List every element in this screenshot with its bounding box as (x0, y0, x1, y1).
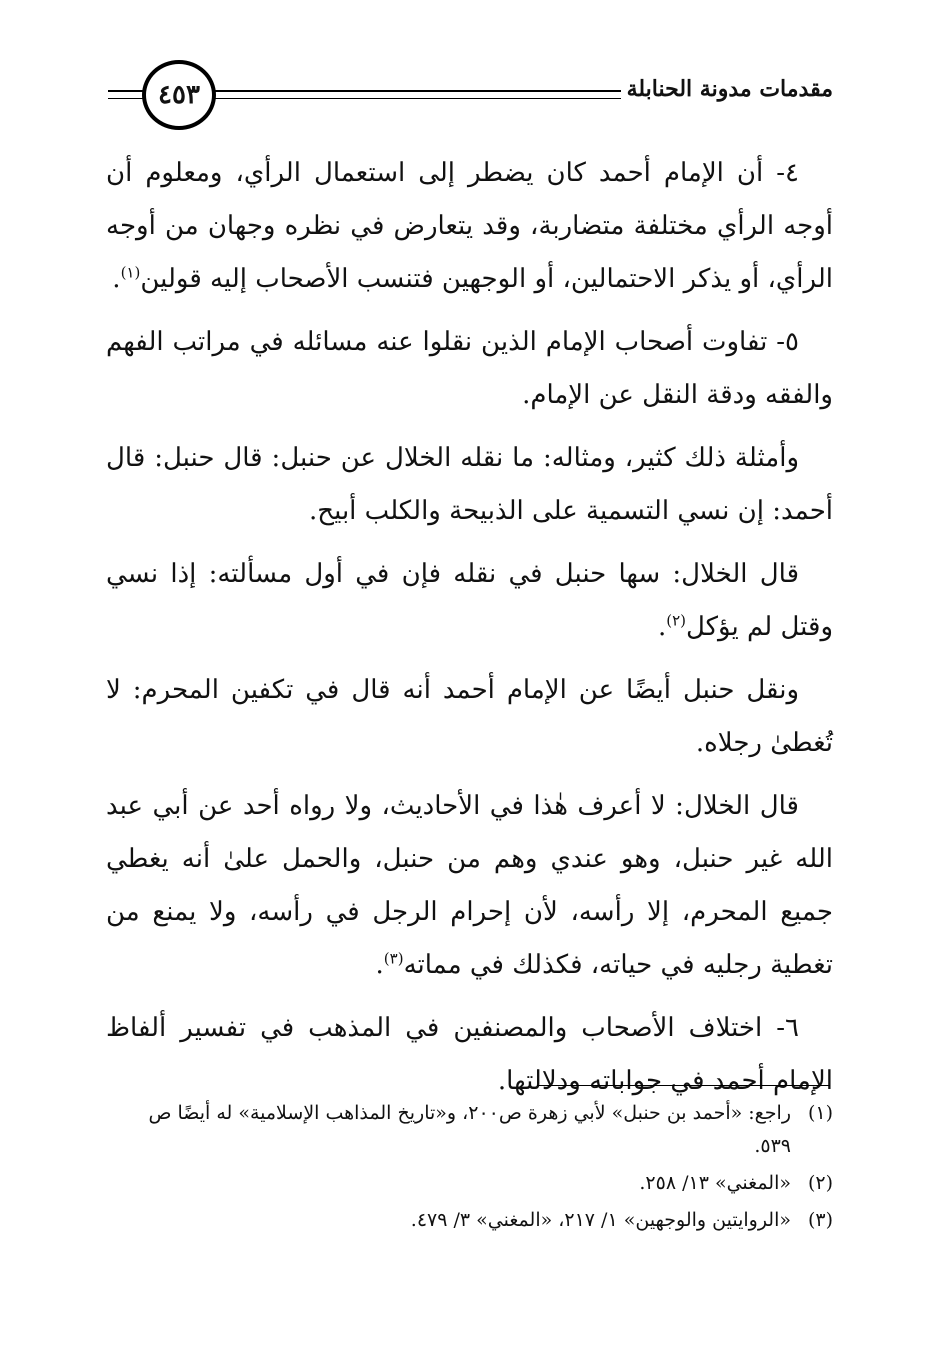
paragraph-text: ونقل حنبل أيضًا عن الإمام أحمد أنه قال في تكفين المحرم: لا تُغطىٰ رجلاه. (106, 675, 833, 758)
paragraph (106, 664, 833, 770)
footnote-separator (537, 1085, 830, 1086)
footnote-number: (٣) (807, 1209, 833, 1231)
footnote (106, 1097, 833, 1163)
main-text (106, 147, 833, 1118)
paragraph (106, 548, 833, 654)
paragraph-text: ٤- أن الإمام أحمد كان يضطر إلى استعمال الرأي، ومعلوم أن أوجه الرأي مختلفة متضاربة، وقد يتعارض في نظره وجهان من أوجه الرأي، أو يذكر الاحتمالين، أو الوجهين فتنسب الأصحاب إليه قولين (106, 158, 833, 294)
footnote-number: (٢) (807, 1172, 833, 1194)
paragraph (106, 780, 833, 992)
paragraph (106, 316, 833, 422)
paragraph (106, 147, 833, 306)
footnotes (106, 1097, 833, 1241)
footnote (106, 1204, 833, 1237)
paragraph-text: قال الخلال: لا أعرف هٰذا في الأحاديث، ولا رواه أحد عن أبي عبد الله غير حنبل، وهو عندي وهم من حنبل، والحمل علىٰ أنه يغطي جميع المحرم، إلا رأسه، لأن إحرام الرجل في رأسه، ولا يمنع من تغطية رجليه في حياته، فكذلك في مماته (106, 791, 833, 980)
footnote-ref[interactable]: (٣) (383, 949, 404, 968)
running-title: مقدمات مدونة الحنابلة (621, 76, 839, 102)
paragraph-text: ٦- اختلاف الأصحاب والمصنفين في المذهب في تفسير ألفاظ الإمام أحمد في جواباته ودلالتها. (106, 1013, 833, 1096)
footnote-text: «المغني» ١٣/ ٢٥٨. (639, 1172, 791, 1194)
paragraph-end: . (657, 612, 667, 642)
paragraph-text: وأمثلة ذلك كثير، ومثاله: ما نقله الخلال عن حنبل: قال حنبل: قال أحمد: إن نسي التسمية على الذبيحة والكلب أبيح. (106, 443, 833, 526)
footnote-text: راجع: «أحمد بن حنبل» لأبي زهرة ص٢٠٠، و«تاريخ المذاهب الإسلامية» له أيضًا ص ٥٣٩. (148, 1102, 791, 1157)
paragraph-text: قال الخلال: سها حنبل في نقله فإن في أول مسألته: إذا نسي وقتل لم يؤكل (106, 559, 833, 642)
paragraph-end: . (112, 264, 121, 294)
page-number: ٤٥٣ (142, 60, 216, 130)
footnote (106, 1167, 833, 1200)
footnote-ref[interactable]: (١) (120, 263, 141, 282)
paragraph (106, 1002, 833, 1108)
footnote-text: «الروايتين والوجهين» ١/ ٢١٧، «المغني» ٣/ ٤٧٩. (410, 1209, 791, 1231)
paragraph-text: ٥- تفاوت أصحاب الإمام الذين نقلوا عنه مسائله في مراتب الفهم والفقه ودقة النقل عن الإمام. (106, 327, 833, 410)
page-header (0, 58, 947, 138)
footnote-ref[interactable]: (٢) (666, 611, 686, 630)
footnote-number: (١) (807, 1102, 833, 1124)
paragraph-end: . (375, 950, 384, 980)
paragraph (106, 432, 833, 538)
